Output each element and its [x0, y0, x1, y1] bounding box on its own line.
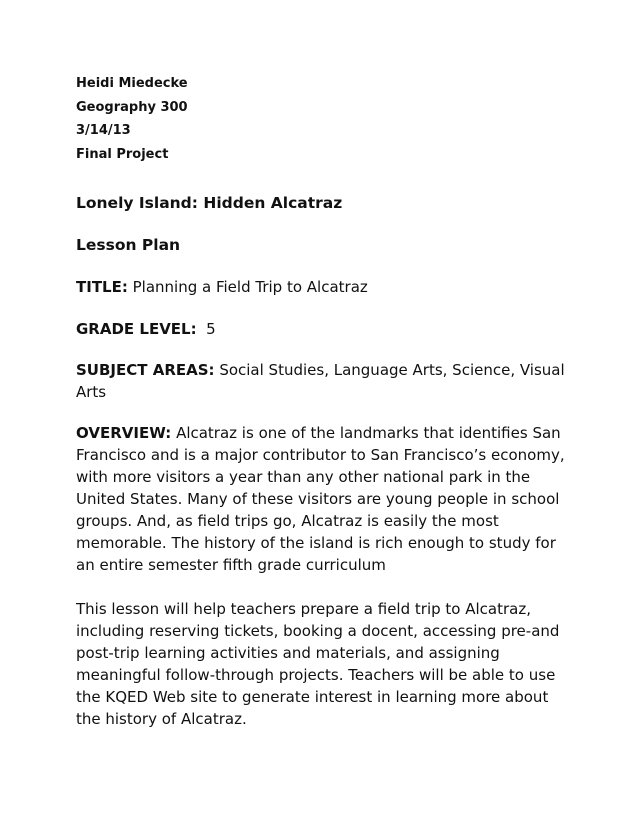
grade-level-field: [76, 318, 576, 340]
document-subtitle: Lesson Plan: [76, 236, 181, 254]
title-label: TITLE:: [76, 278, 128, 296]
title-field: [76, 276, 576, 298]
overview-label: OVERVIEW:: [76, 424, 172, 442]
subject-areas-value: Social Studies, Language Arts, Science, Visual Arts: [76, 361, 565, 401]
document-page: [76, 72, 576, 730]
subject-areas-label: SUBJECT AREAS:: [76, 361, 215, 379]
overview-value: Alcatraz is one of the landmarks that identifies San Francisco and is a major contributor to San Francisco’s economy, with more visitors a year than any other national park in the United States. Many of these visitors are young people in school groups. And, as field trips go, Alcatraz is easily the most memorable. The history of the island is rich enough to study for an entire semester fifth grade curriculum: [76, 424, 565, 574]
author-name: Heidi Miedecke: [76, 76, 188, 91]
title-value: Planning a Field Trip to Alcatraz: [132, 278, 368, 296]
subject-areas-field: [76, 359, 576, 403]
course-name: Geography 300: [76, 99, 188, 115]
grade-level-value: 5: [206, 320, 216, 338]
document-date: 3/14/13: [76, 123, 131, 138]
body-paragraph: This lesson will help teachers prepare a field trip to Alcatraz, including reserving tickets, booking a docent, accessing pre-and post-trip learning activities and materials, and assigning meaningful follow-through projects. Teachers will be able to use the KQED Web site to generate interest in learning more about the history of Alcatraz.: [76, 600, 560, 728]
grade-level-label: GRADE LEVEL:: [76, 320, 197, 338]
document-header: [76, 72, 576, 166]
document-title: Lonely Island: Hidden Alcatraz: [76, 194, 343, 212]
overview-field: [76, 422, 576, 576]
assignment-name: Final Project: [76, 146, 169, 162]
